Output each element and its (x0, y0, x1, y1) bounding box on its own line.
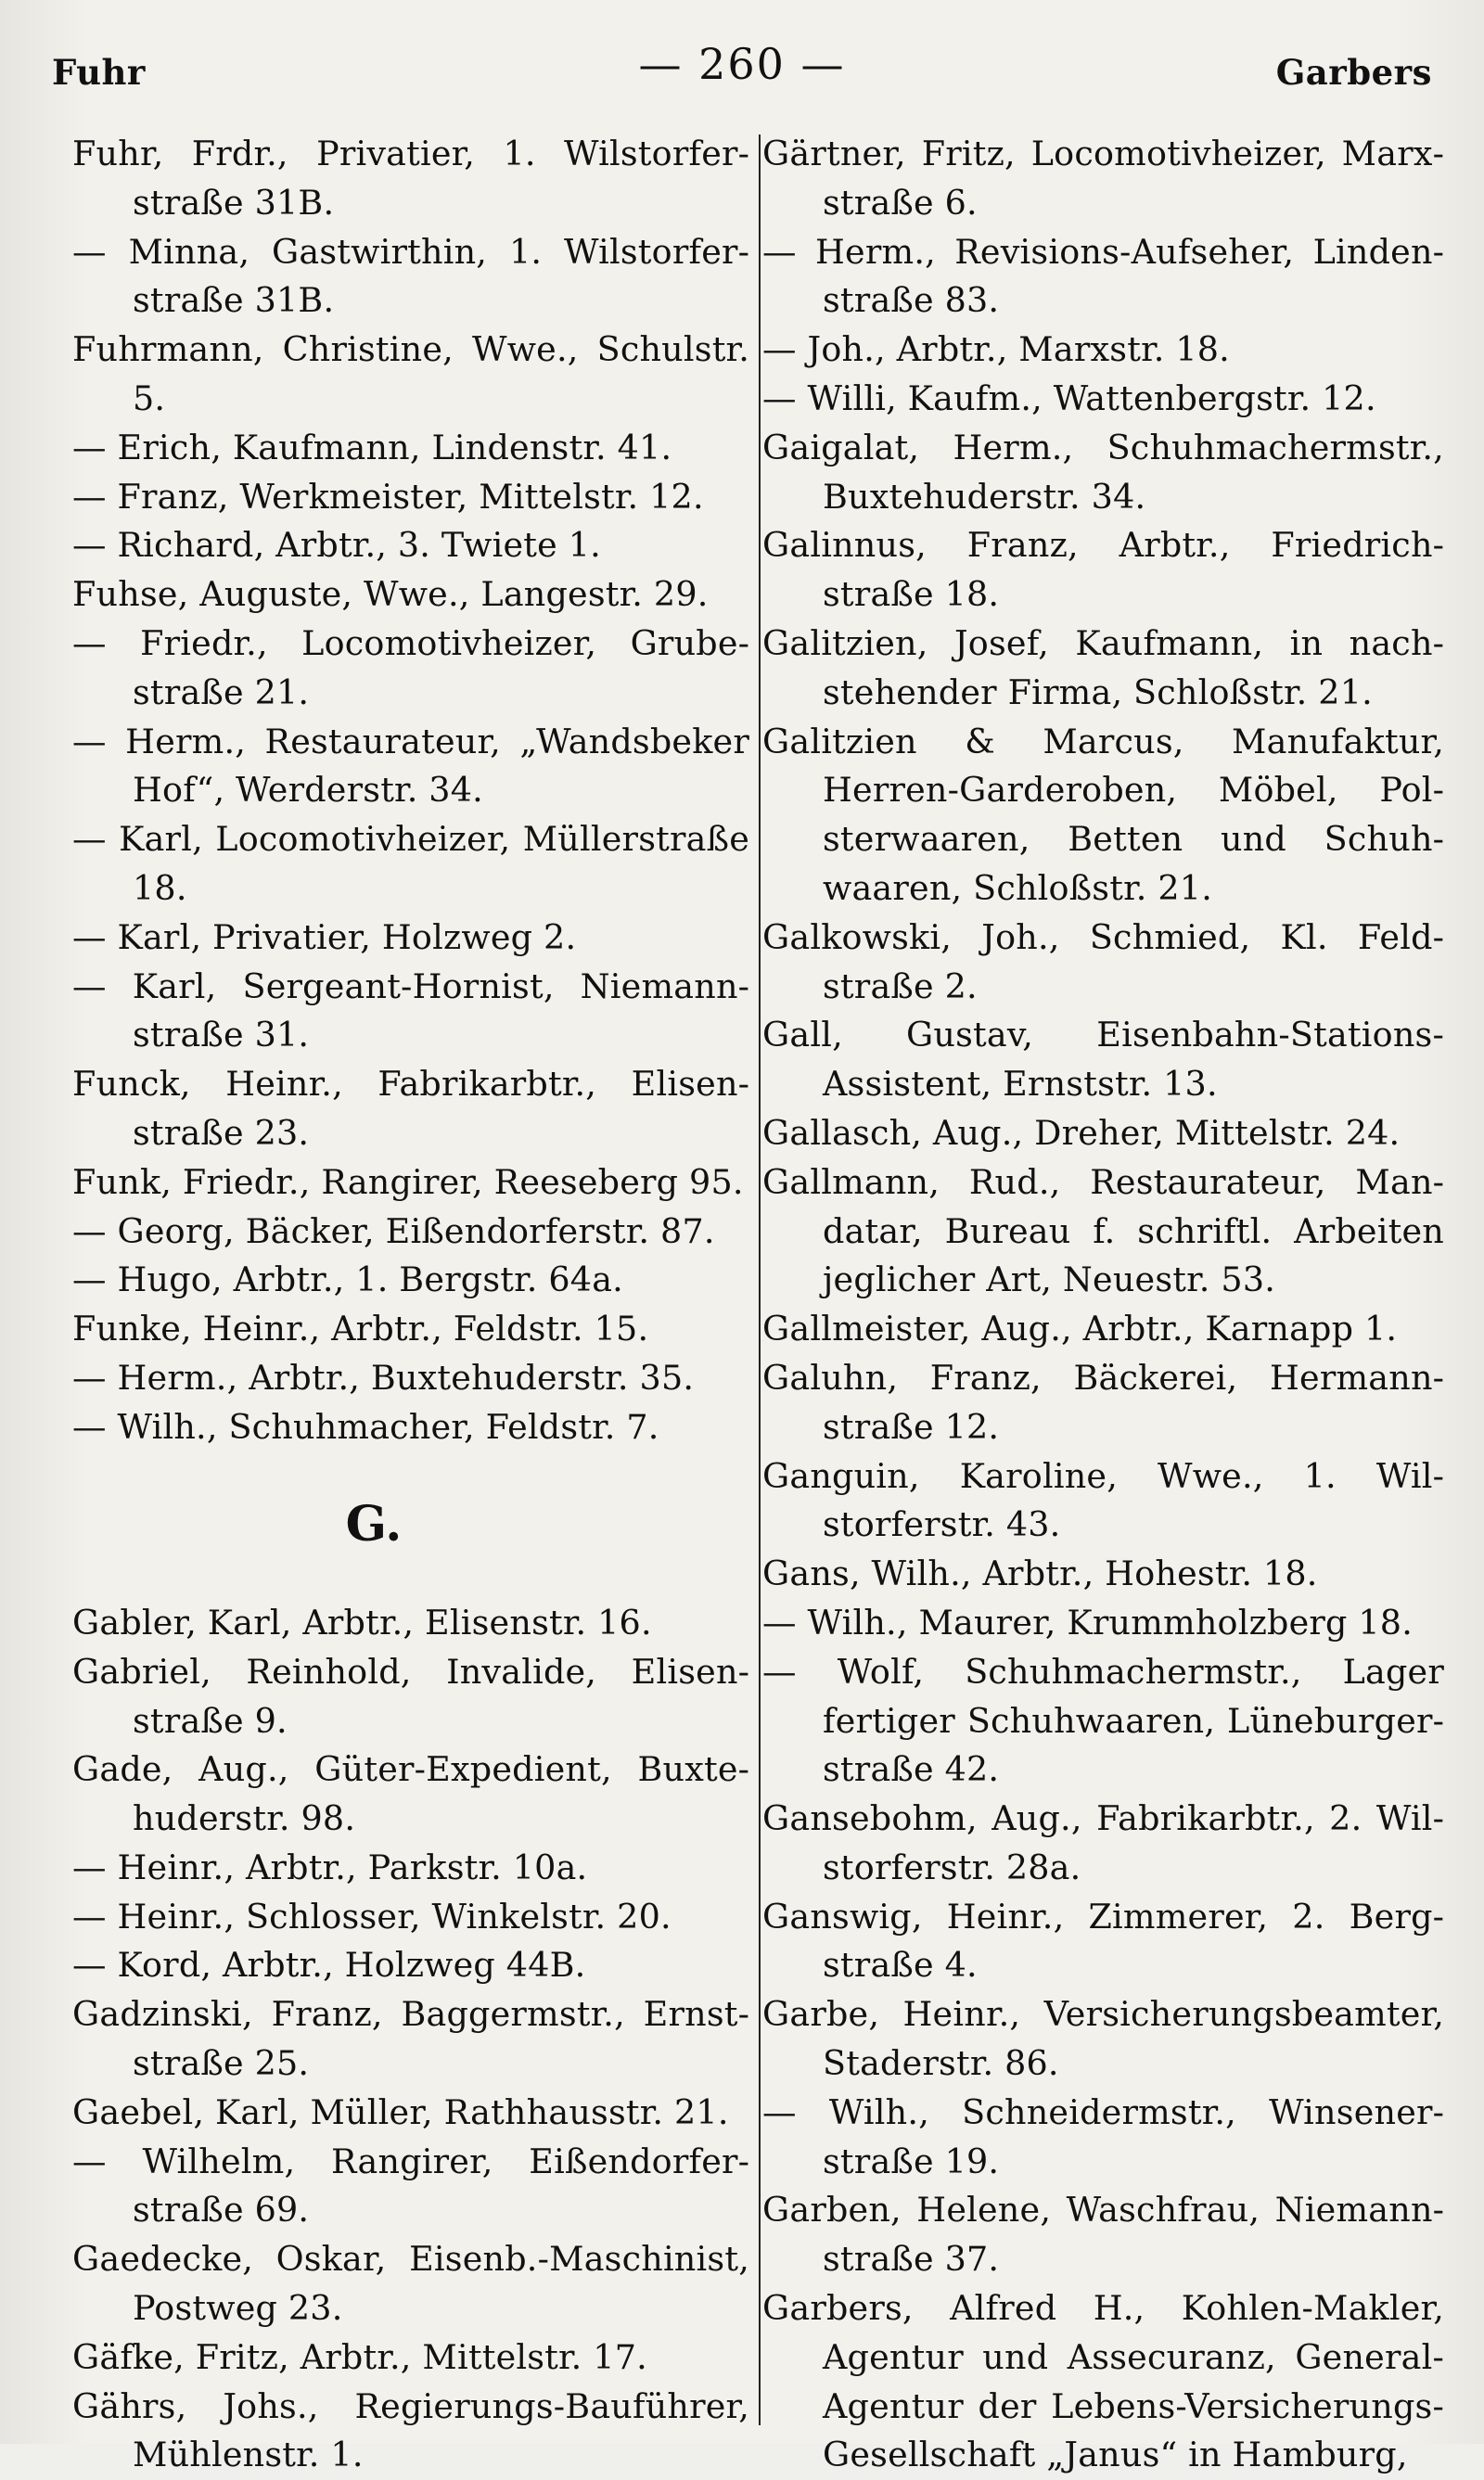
directory-entry: Gaebel, Karl, Müller, Rathhausstr. 21. (72, 2091, 729, 2132)
directory-entry: — Herm., Arbtr., Buxtehuderstr. 35. (72, 1357, 695, 1398)
directory-entry: Gans, Wilh., Arbtr., Hohestr. 18. (762, 1553, 1318, 1594)
directory-entry: — Richard, Arbtr., 3. Twiete 1. (72, 525, 601, 566)
directory-entry: — Wilh., Maurer, Krummholzberg 18. (762, 1602, 1414, 1643)
directory-entry: Funck, Heinr., Fabrikarbtr., Elisenstraße 23. (72, 1064, 749, 1153)
directory-entry: — Joh., Arbtr., Marxstr. 18. (762, 329, 1230, 370)
directory-entry: Garbe, Heinr., Versicherungsbeamter, Staderstr. 86. (762, 1994, 1444, 2084)
directory-entry: Gährs, Johs., Regierungs-Bauführer, Mühlenstr. 1. (72, 2385, 749, 2475)
header-left-guide-word: Fuhr (52, 52, 146, 93)
directory-entry: Fuhr, Frdr., Privatier, 1. Wilstorferstraße 31B. (72, 134, 749, 223)
directory-entry: Ganguin, Karoline, Wwe., 1. Wilstorferstr. 43. (762, 1455, 1444, 1545)
directory-entry: — Georg, Bäcker, Eißendorferstr. 87. (72, 1210, 715, 1251)
directory-entry: Gade, Aug., Güter-Expedient, Buxtehuderstr. 98. (72, 1749, 749, 1839)
directory-entry: — Heinr., Arbtr., Parkstr. 10a. (72, 1847, 588, 1887)
directory-entry: Galitzien, Josef, Kaufmann, in nachstehender Firma, Schloßstr. 21. (762, 622, 1444, 712)
directory-entry: — Herm., Revisions-Aufseher, Lindenstraße 83. (762, 231, 1444, 321)
directory-entry: Fuhse, Auguste, Wwe., Langestr. 29. (72, 574, 709, 615)
directory-entry: Gäfke, Fritz, Arbtr., Mittelstr. 17. (72, 2336, 647, 2377)
directory-entry: — Wilh., Schneidermstr., Winsenerstraße 19. (762, 2091, 1444, 2181)
right-column (762, 130, 1444, 2480)
directory-entry: Galuhn, Franz, Bäckerei, Hermannstraße 12. (762, 1357, 1444, 1447)
directory-entry: — Wilhelm, Rangirer, Eißendorferstraße 69. (72, 2141, 749, 2231)
directory-entry: Gabler, Karl, Arbtr., Elisenstr. 16. (72, 1602, 652, 1643)
directory-entry: Gall, Gustav, Eisenbahn-Stations-Assistent, Ernststr. 13. (762, 1015, 1444, 1105)
directory-entry: Gallmeister, Aug., Arbtr., Karnapp 1. (762, 1309, 1398, 1349)
header-right-guide-word: Garbers (1275, 52, 1432, 93)
directory-entry: — Herm., Restaurateur, „Wandsbeker Hof“, Werderstr. 34. (72, 721, 749, 811)
column-divider (759, 134, 761, 2425)
section-letter-heading: G. (345, 1496, 403, 1553)
directory-entry: Gabriel, Reinhold, Invalide, Elisenstraße 9. (72, 1651, 749, 1741)
directory-entry: — Karl, Privatier, Holzweg 2. (72, 916, 577, 957)
directory-entry: Galitzien & Marcus, Manufaktur, Herren-Garderoben, Möbel, Polsterwaaren, Betten und Schuhwaaren, Schloßstr. 21. (762, 721, 1444, 908)
directory-entry: Funk, Friedr., Rangirer, Reeseberg 95. (72, 1161, 744, 1202)
directory-entry: Garben, Helene, Waschfrau, Niemannstraße 37. (762, 2190, 1444, 2280)
directory-entry: — Wilh., Schuhmacher, Feldstr. 7. (72, 1406, 659, 1447)
directory-entry: Gärtner, Fritz, Locomotivheizer, Marxstraße 6. (762, 134, 1444, 223)
directory-entry: Garbers, Alfred H., Kohlen-Makler, Agentur und Assecuranz, General-Agentur der Lebens-Versicherungs-Gesellschaft „Janus“ in Hamburg, (762, 2288, 1444, 2475)
directory-entry: Gaedecke, Oskar, Eisenb.-Maschinist, Postweg 23. (72, 2239, 749, 2329)
directory-entry: Fuhrmann, Christine, Wwe., Schulstr. 5. (72, 329, 749, 418)
directory-entry: Gansebohm, Aug., Fabrikarbtr., 2. Wilstorferstr. 28a. (762, 1798, 1444, 1887)
directory-entry: — Franz, Werkmeister, Mittelstr. 12. (72, 476, 704, 517)
directory-entry: Galinnus, Franz, Arbtr., Friedrichstraße 18. (762, 525, 1444, 615)
directory-entry: Gadzinski, Franz, Baggermstr., Ernststraße 25. (72, 1994, 749, 2084)
directory-entry: — Willi, Kaufm., Wattenbergstr. 12. (762, 377, 1376, 418)
section-spacer (72, 1550, 749, 1599)
directory-entry: Funke, Heinr., Arbtr., Feldstr. 15. (72, 1309, 649, 1349)
page-number: — 260 — (638, 39, 846, 89)
directory-entry: — Erich, Kaufmann, Lindenstr. 41. (72, 427, 672, 467)
directory-entry: — Heinr., Schlosser, Winkelstr. 20. (72, 1896, 672, 1937)
directory-entry: Galkowski, Joh., Schmied, Kl. Feldstraße 2. (762, 916, 1444, 1006)
directory-entry: — Friedr., Locomotivheizer, Grubestraße 21. (72, 622, 749, 712)
directory-entry: Ganswig, Heinr., Zimmerer, 2. Bergstraße 4. (762, 1896, 1444, 1986)
directory-entry: — Karl, Locomotivheizer, Müllerstraße 18. (72, 819, 749, 908)
directory-entry: — Hugo, Arbtr., 1. Bergstr. 64a. (72, 1259, 623, 1300)
page-header (52, 39, 1432, 104)
directory-entry: Gallasch, Aug., Dreher, Mittelstr. 24. (762, 1112, 1401, 1153)
directory-entry: — Kord, Arbtr., Holzweg 44B. (72, 1945, 586, 1986)
directory-entry: — Wolf, Schuhmachermstr., Lager fertiger Schuhwaaren, Lüneburgerstraße 42. (762, 1651, 1444, 1790)
directory-entry: Gallmann, Rud., Restaurateur, Mandatar, Bureau f. schriftl. Arbeiten jeglicher Art, Neuestr. 53. (762, 1161, 1444, 1300)
directory-entry: — Karl, Sergeant-Hornist, Niemannstraße 31. (72, 965, 749, 1055)
directory-entry: — Minna, Gastwirthin, 1. Wilstorferstraße 31B. (72, 231, 749, 321)
directory-entry: Gaigalat, Herm., Schuhmachermstr., Buxtehuderstr. 34. (762, 427, 1444, 517)
left-column (72, 130, 749, 2480)
